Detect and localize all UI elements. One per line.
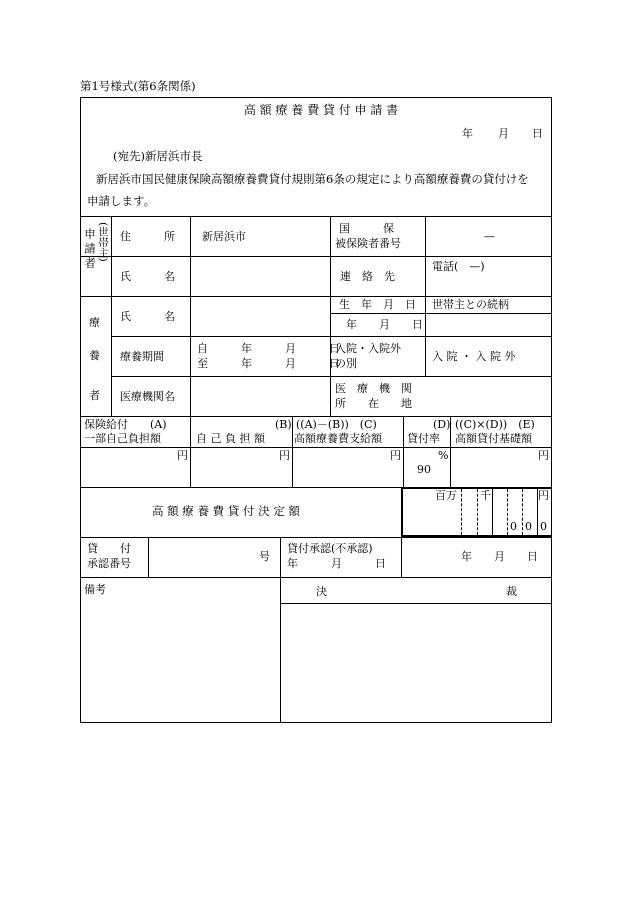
form-title: 高 額 療 養 費 貸 付 申 請 書 [243, 103, 399, 117]
insured-number-value[interactable]: — [484, 230, 495, 243]
patient-section-label-3: 者 [89, 389, 100, 402]
calc-c-label-2: 高額療養費支給額 [294, 432, 382, 445]
patient-section-label-2: 養 [89, 349, 100, 362]
calc-b-label-1: (B) [275, 418, 292, 431]
institution-address-label-1: 医 療 機 関 [335, 382, 412, 395]
date-month: 月 [498, 127, 509, 140]
approval-number-suffix: 号 [259, 550, 270, 563]
insured-number-label-1: 国 保 [339, 222, 394, 235]
date-year: 年 [462, 127, 473, 140]
approval-status-label: 貸付承認(不承認) [287, 542, 373, 555]
patient-name-label: 氏 名 [120, 310, 175, 323]
calc-e-label-2: 高額貸付基礎額 [455, 432, 532, 445]
applicant-section-sublabel: (世帯主) [97, 222, 109, 262]
approval-number-label-1: 貸 付 [87, 542, 131, 555]
calc-d-label-1: (D) [433, 418, 451, 431]
applicant-name-label: 氏 名 [120, 270, 175, 283]
applicant-section-label: 申請者 [83, 228, 97, 272]
treatment-period-label: 療養期間 [120, 350, 164, 363]
calc-d-unit: % [438, 449, 449, 462]
addressee: (宛先)新居浜市長 [113, 149, 203, 163]
approval-number-label-2: 承認番号 [87, 557, 131, 570]
calc-d-label-2: 貸付率 [407, 432, 440, 445]
decision-unit-yen: 円 [538, 489, 549, 502]
applicant-address-value[interactable]: 新居浜市 [202, 230, 246, 243]
applicant-address-label: 住 所 [120, 230, 175, 243]
decision-stamp-label-1: 決 [316, 585, 327, 598]
phone-value[interactable]: 電話( —) [432, 260, 485, 273]
calc-e-label-1: ((C)×(D)) (E) [455, 418, 535, 431]
inout-value[interactable]: 入 院 ・ 入 院 外 [432, 350, 516, 363]
approval-status-date[interactable]: 年 月 日 [287, 557, 386, 570]
date-day: 日 [532, 127, 543, 140]
calc-b-label-2: 自 己 負 担 額 [196, 432, 265, 445]
birth-date-value[interactable]: 年 月 日 [346, 318, 423, 331]
calc-a-label-2: 一部自己負担額 [84, 432, 161, 445]
calc-a-label-1: 保険給付 (A) [84, 418, 167, 431]
decision-digit-3: 0 [540, 520, 547, 533]
calc-a-unit: 円 [177, 449, 188, 462]
relation-label: 世帯主との続柄 [432, 298, 509, 311]
contact-label: 連 絡 先 [340, 270, 395, 283]
decision-stamp-label-2: 裁 [506, 585, 517, 598]
decision-unit-thousand: 千 [480, 489, 491, 502]
calc-e-unit: 円 [538, 449, 549, 462]
treatment-period-from[interactable]: 自 年 月 日 [197, 342, 340, 355]
form-number-label: 第1号様式(第6条関係) [80, 79, 196, 93]
remarks-label: 備考 [84, 583, 106, 596]
institution-address-label-2: 所 在 地 [335, 397, 412, 410]
approval-date[interactable]: 年 月 日 [461, 550, 538, 563]
birth-date-label: 生 年 月 日 [339, 298, 416, 311]
patient-section-label-1: 療 [89, 316, 100, 329]
statement-line-2: 申請します。 [87, 194, 156, 208]
decision-unit-million: 百万 [435, 489, 457, 502]
decision-amount-label: 高 額 療 養 費 貸 付 決 定 額 [152, 504, 300, 518]
calc-c-label-1: ((A)－(B)) (C) [296, 418, 377, 431]
calc-b-unit: 円 [279, 449, 290, 462]
decision-digit-2: 0 [525, 520, 532, 533]
insured-number-label-2: 被保険者番号 [335, 237, 401, 250]
statement-line-1: 新居浜市国民健康保険高額療養費貸付規則第6条の規定により高額療養費の貸付けを [96, 172, 529, 186]
inout-label-2: の別 [335, 357, 357, 370]
treatment-period-to[interactable]: 至 年 月 日 [197, 357, 340, 370]
calc-rate-value[interactable]: 90 [417, 463, 431, 476]
decision-digit-1: 0 [510, 520, 517, 533]
inout-label-1: 入院・入院外 [335, 342, 401, 355]
institution-name-label: 医療機関名 [120, 390, 175, 403]
calc-c-unit: 円 [390, 449, 401, 462]
